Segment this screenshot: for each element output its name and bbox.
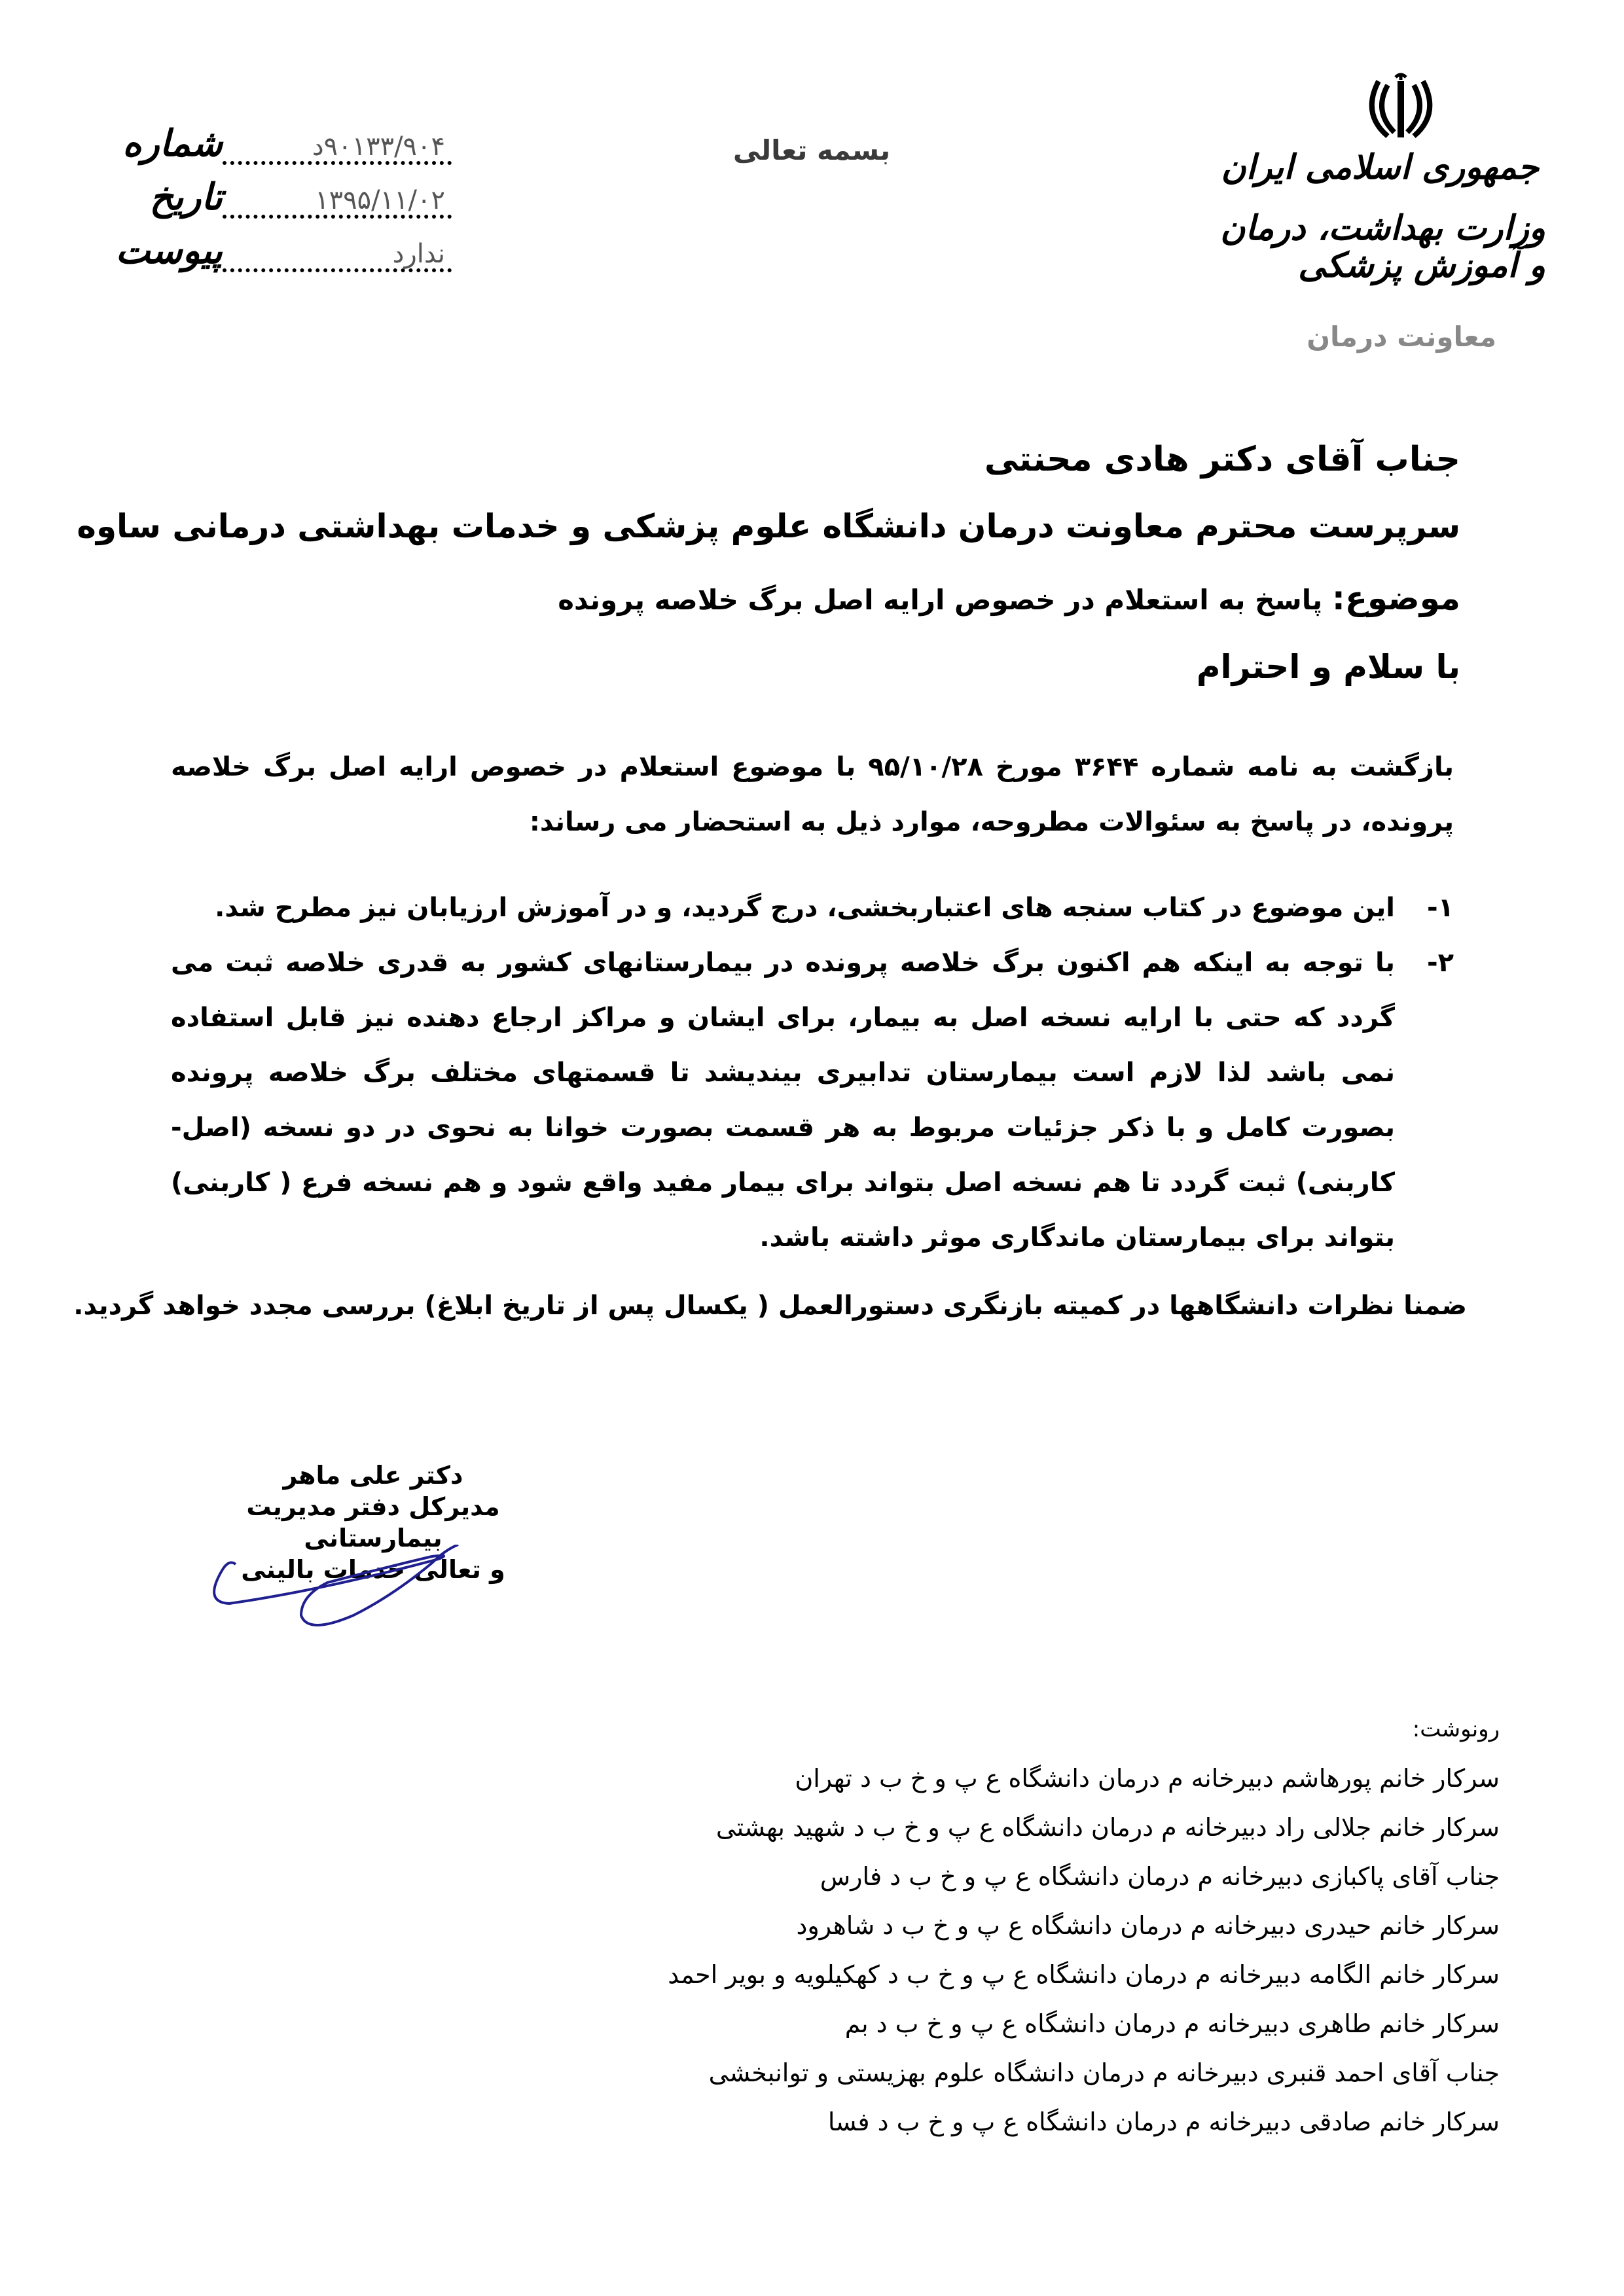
body-final: ضمنا نظرات دانشگاهها در کمیته بازنگری دستورالعمل ( یکسال پس از تاریخ ابلاغ) بررسی مجدد خواهد گردید. <box>73 1291 1467 1321</box>
cc-item: جناب آقای پاکبازی دبیرخانه م درمان دانشگاه ع پ و خ ب د فارس <box>820 1862 1500 1891</box>
greeting: با سلام و احترام <box>1196 648 1460 686</box>
cc-title: رونوشت: <box>1412 1716 1500 1742</box>
deputy-title: معاونت درمان <box>1307 321 1496 353</box>
signature-scrawl-icon <box>209 1545 484 1636</box>
subject-text: پاسخ به استعلام در خصوص ارایه اصل برگ خلاصه پرونده <box>558 584 1323 616</box>
date-label: تاریخ <box>149 175 223 219</box>
cc-item: سرکار خانم صادقی دبیرخانه م درمان دانشگاه ع پ و خ ب د فسا <box>827 2108 1500 2136</box>
cc-list <box>668 1705 1500 2147</box>
body-intro: بازگشت به نامه شماره ۳۶۴۴ مورخ ۹۵/۱۰/۲۸ با موضوع استعلام در خصوص ارایه اصل برگ خلاصه پرونده، در پاسخ به سئوالات مطروحه، موارد ذیل به استحضار می رساند: <box>171 752 1454 837</box>
addressee-position: سرپرست محترم معاونت درمان دانشگاه علوم پزشکی و خدمات بهداشتی درمانی ساوه <box>77 507 1460 545</box>
signer-name: دکتر علی ماهر <box>283 1461 463 1490</box>
subject-line <box>558 579 1460 617</box>
signer-title-2: و تعالی خدمات بالینی <box>241 1555 505 1584</box>
list-item <box>171 935 1454 1265</box>
subject-label: موضوع: <box>1331 579 1460 617</box>
ministry-title: وزارت بهداشت، درمان و آموزش پزشکی <box>1220 208 1545 286</box>
cc-item: سرکار خانم پورهاشم دبیرخانه م درمان دانشگاه ع پ و خ ب د تهران <box>795 1764 1500 1793</box>
cc-item: سرکار خانم حیدری دبیرخانه م درمان دانشگاه ع پ و خ ب د شاهرود <box>796 1911 1500 1940</box>
list-item <box>171 880 1454 935</box>
signer-title-1: مدیرکل دفتر مدیریت بیمارستانی <box>246 1492 500 1552</box>
bismillah-heading: بسمه تعالی <box>732 134 891 166</box>
cc-item: سرکار خانم جلالی راد دبیرخانه م درمان دانشگاه ع پ و خ ب د شهید بهشتی <box>715 1813 1500 1842</box>
date-value: ۱۳۹۵/۱۱/۰۲ <box>223 187 452 219</box>
number-value: ۹۰۱۳۳/۹۰۴د <box>223 134 452 165</box>
cc-item: سرکار خانم طاهری دبیرخانه م درمان دانشگاه ع پ و خ ب د بم <box>844 2009 1500 2038</box>
attachment-label: پیوست <box>115 229 223 272</box>
number-row <box>122 111 452 165</box>
body-list <box>171 880 1454 1265</box>
date-row <box>151 165 452 219</box>
list-item-text: این موضوع در کتاب سنجه های اعتباربخشی، درج گردید، و در آموزش ارزیابان نیز مطرح شد. <box>215 893 1395 923</box>
attachment-value: ندارد <box>223 241 452 272</box>
letter-meta <box>115 111 452 272</box>
cc-item: جناب آقای احمد قنبری دبیرخانه م درمان دانشگاه علوم بهزیستی و توانبخشی <box>708 2058 1500 2087</box>
addressee-name: جناب آقای دکتر هادی محنتی <box>984 440 1460 479</box>
attachment-row <box>115 219 452 272</box>
iran-emblem-icon <box>1362 72 1440 144</box>
republic-title: جمهوری اسلامی ایران <box>1221 147 1539 187</box>
list-item-number: ۲- <box>1426 948 1454 978</box>
list-item-text: با توجه به اینکه هم اکنون برگ خلاصه پرونده در بیمارستانهای کشور به قدری خلاصه ثبت می گردد که حتی با ارایه نسخه اصل به بیمار، برای ایشان و مراکز ارجاع دهنده نیز قابل استفاده نمی باشد لذا لازم است بیمارستان تدابیری بیندیشد تا قسمتهای مختلف برگ خلاصه پرونده بصورت کامل و با ذکر جزئیات مربوط به هر قسمت بصورت خوانا به نحوی در دو نسخه (اصل- کاربنی) ثبت گردد تا هم نسخه اصل بتواند برای بیمار مفید واقع شود و هم نسخه فرع ( کاربنی) بتواند برای بیمارستان ماندگاری موثر داشته باشد. <box>171 948 1395 1253</box>
number-label: شماره <box>122 122 223 165</box>
list-item-number: ۱- <box>1426 893 1454 923</box>
cc-item: سرکار خانم الگامه دبیرخانه م درمان دانشگاه ع پ و خ ب د کهکیلویه و بویر احمد <box>668 1960 1500 1989</box>
